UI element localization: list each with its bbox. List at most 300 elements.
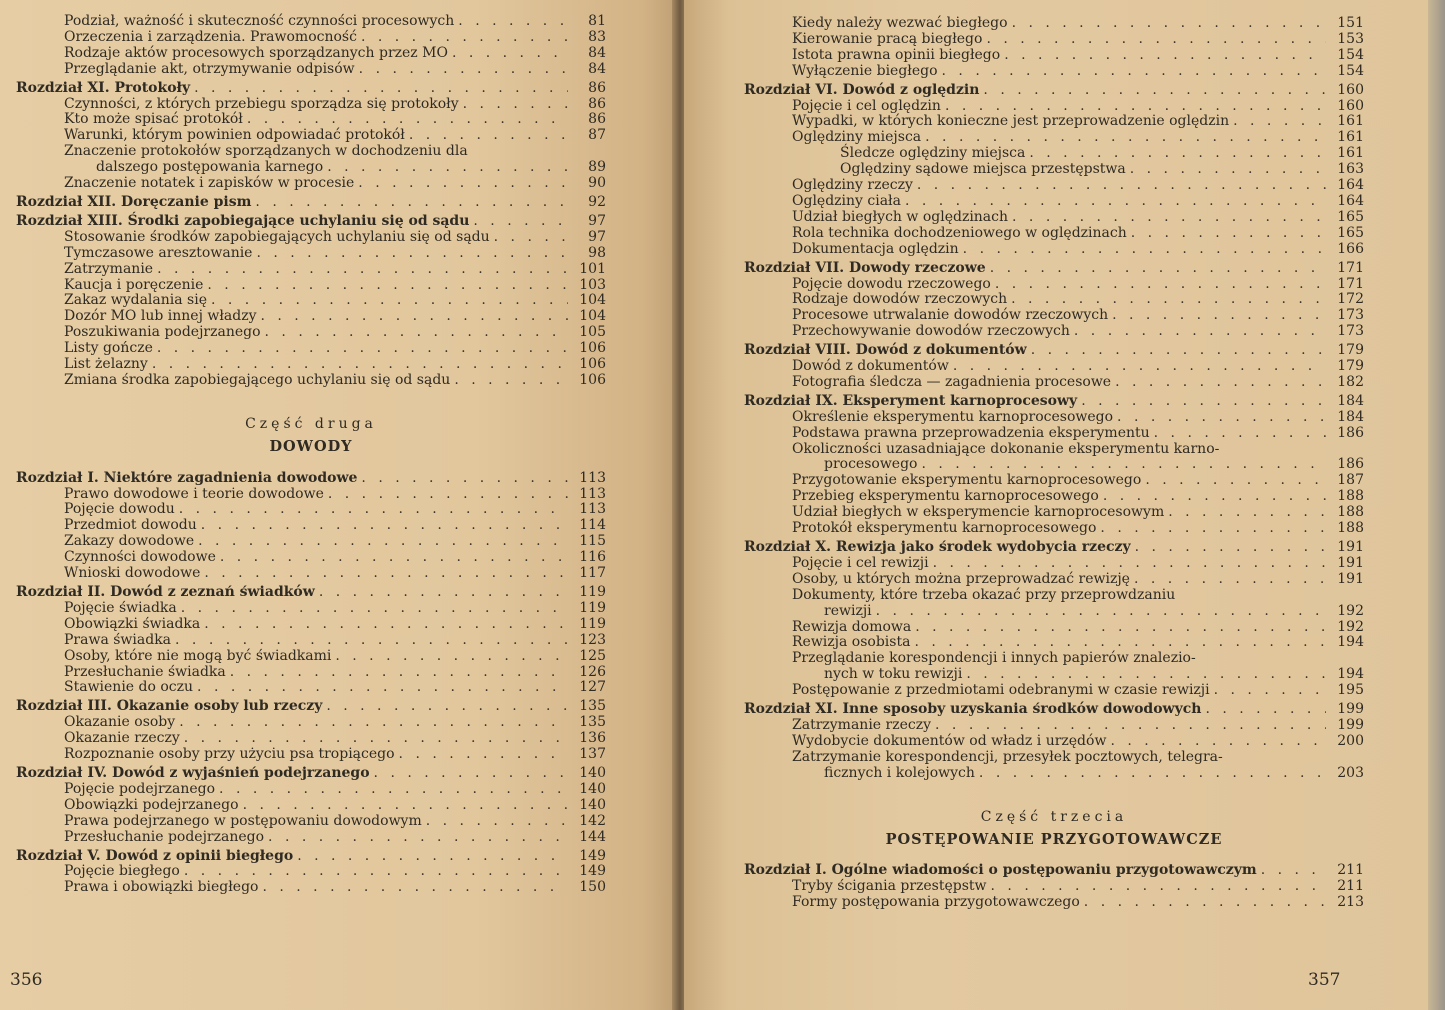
entry-title: Pojęcie świadka xyxy=(64,599,177,616)
dot-leader xyxy=(925,130,1326,146)
entry-title: Zmiana środka zapobiegającego uchylaniu się od sądu xyxy=(64,371,451,388)
toc-entry xyxy=(16,30,606,46)
entry-title: Orzeczenia i zarządzenia. Prawomocność xyxy=(64,28,357,45)
dot-leader xyxy=(1205,702,1326,718)
entry-title: Prawa świadka xyxy=(64,631,172,648)
entry-title: Rozdział XI. Protokoły xyxy=(16,79,191,96)
dot-leader xyxy=(473,214,568,230)
dot-leader xyxy=(157,341,568,357)
entry-title: Czynności dowodowe xyxy=(64,549,216,566)
dot-leader xyxy=(409,128,568,144)
page-number: 356 xyxy=(10,970,43,990)
entry-page-number: 194 xyxy=(1337,634,1364,651)
dot-leader xyxy=(256,246,568,262)
toc-entry xyxy=(744,489,1364,505)
entry-title: Rewizja domowa xyxy=(792,618,912,635)
entry-page-number: 101 xyxy=(579,260,606,277)
entry-title: procesowego xyxy=(824,456,918,473)
toc-entry xyxy=(744,99,1364,115)
toc-entry xyxy=(744,620,1364,636)
entry-page-number: 211 xyxy=(1337,862,1364,879)
entry-page-number: 98 xyxy=(588,244,606,261)
dot-leader xyxy=(454,373,568,389)
dot-leader xyxy=(399,747,568,763)
chapter-entry xyxy=(16,585,606,601)
toc-entry xyxy=(16,62,606,78)
dot-leader xyxy=(265,325,568,341)
entry-page-number: 191 xyxy=(1337,570,1364,587)
toc-entry xyxy=(744,766,1364,782)
toc-entry xyxy=(744,521,1364,537)
dot-leader xyxy=(1117,410,1326,426)
entry-title: Warunki, którym powinien odpowiadać protokół xyxy=(64,127,405,144)
toc-entry xyxy=(16,518,606,534)
toc-entry xyxy=(16,747,606,763)
entry-title: Dozór MO lub innej władzy xyxy=(64,308,257,325)
entry-page-number: 184 xyxy=(1337,408,1364,425)
dot-leader xyxy=(914,635,1326,651)
toc-entry xyxy=(16,502,606,518)
entry-title: Istota prawna opinii biegłego xyxy=(792,46,1001,63)
entry-title: Rozpoznanie osoby przy użyciu psa tropiącego xyxy=(64,746,395,763)
chapter-entry xyxy=(16,766,606,782)
entry-page-number: 151 xyxy=(1337,15,1364,31)
chapter-entry xyxy=(16,81,606,97)
entry-page-number: 104 xyxy=(579,292,606,309)
toc-entry xyxy=(16,798,606,814)
entry-title: Okazanie rzeczy xyxy=(64,730,180,747)
dot-leader xyxy=(211,293,568,309)
dot-leader xyxy=(942,64,1326,80)
entry-page-number: 97 xyxy=(588,212,606,229)
entry-page-number: 97 xyxy=(588,228,606,245)
dot-leader xyxy=(1031,343,1326,359)
toc-entry xyxy=(744,651,1364,667)
entry-title: Wypadki, w których konieczne jest przeprowadzenie oględzin xyxy=(792,113,1230,130)
entry-title: Przebieg eksperymentu karnoprocesowego xyxy=(792,488,1099,505)
chapter-entry xyxy=(744,702,1364,718)
entry-title: Udział biegłych w eksperymencie karnoprocesowym xyxy=(792,504,1165,521)
entry-title: Zatrzymanie xyxy=(64,260,154,277)
toc-entry xyxy=(744,308,1364,324)
chapter-entry xyxy=(744,540,1364,556)
entry-title: Rozdział XI. Inne sposoby uzyskania środków dowodowych xyxy=(744,701,1202,718)
entry-page-number: 179 xyxy=(1337,358,1364,375)
chapter-entry xyxy=(16,195,606,211)
entry-title: Procesowe utrwalanie dowodów rzeczowych xyxy=(792,307,1109,324)
entry-page-number: 119 xyxy=(579,615,606,632)
entry-page-number: 182 xyxy=(1337,373,1364,390)
entry-page-number: 192 xyxy=(1337,602,1364,619)
toc-entry xyxy=(16,373,606,389)
entry-page-number: 126 xyxy=(579,663,606,680)
entry-page-number: 194 xyxy=(1337,666,1364,683)
toc-entry xyxy=(16,160,606,176)
entry-page-number: 137 xyxy=(579,746,606,763)
entry-title: Listy gończe xyxy=(64,340,153,357)
entry-page-number: 92 xyxy=(588,193,606,210)
dot-leader xyxy=(1081,394,1326,410)
entry-title: Oględziny ciała xyxy=(792,192,901,209)
entry-page-number: 104 xyxy=(579,308,606,325)
dot-leader xyxy=(1154,426,1326,442)
entry-page-number: 164 xyxy=(1337,177,1364,194)
dot-leader xyxy=(945,99,1326,115)
entry-page-number: 171 xyxy=(1337,259,1364,276)
entry-page-number: 164 xyxy=(1337,192,1364,209)
entry-title: Stawienie do oczu xyxy=(64,679,194,696)
entry-title: Rozdział IV. Dowód z wyjaśnień podejrzanego xyxy=(16,764,370,781)
entry-title: Rozdział XII. Doręczanie pism xyxy=(16,193,252,210)
entry-title: Zatrzymanie rzeczy xyxy=(792,716,932,733)
toc-entry xyxy=(744,683,1364,699)
part-label: Część druga xyxy=(245,415,377,432)
toc-entry xyxy=(744,146,1364,162)
entry-page-number: 116 xyxy=(579,549,606,566)
entry-title: Pojęcie dowodu rzeczowego xyxy=(792,275,991,292)
chapter-entry xyxy=(744,261,1364,277)
chapter-entry xyxy=(16,214,606,230)
dot-leader xyxy=(260,309,568,325)
entry-page-number: 140 xyxy=(579,796,606,813)
toc-entry xyxy=(744,130,1364,146)
dot-leader xyxy=(219,782,568,798)
left-page xyxy=(0,0,676,1010)
toc-entry xyxy=(744,64,1364,80)
dot-leader xyxy=(905,194,1326,210)
entry-page-number: 153 xyxy=(1337,30,1364,47)
dot-leader xyxy=(152,357,568,373)
entry-title: Kierowanie pracą biegłego xyxy=(792,30,983,47)
dot-leader xyxy=(230,665,568,681)
entry-title: Śledcze oględziny miejsca xyxy=(840,145,1026,162)
entry-page-number: 103 xyxy=(579,276,606,293)
toc-entry xyxy=(16,341,606,357)
chapter-entry xyxy=(16,699,606,715)
entry-page-number: 117 xyxy=(579,565,606,582)
entry-title: Zakazy dowodowe xyxy=(64,533,195,550)
entry-page-number: 188 xyxy=(1337,504,1364,521)
dot-leader xyxy=(990,261,1326,277)
entry-page-number: 119 xyxy=(579,584,606,600)
entry-title: Udział biegłych w oględzinach xyxy=(792,208,1009,225)
toc-entry xyxy=(744,556,1364,572)
entry-title: Zatrzymanie korespondencji, przesyłek pocztowych, telegra- xyxy=(792,748,1223,765)
dot-leader xyxy=(201,518,568,534)
entry-page-number: 119 xyxy=(579,599,606,616)
page-number: 357 xyxy=(1308,970,1341,990)
entry-page-number: 211 xyxy=(1337,878,1364,895)
entry-title: Pojęcie biegłego xyxy=(64,863,180,880)
entry-page-number: 165 xyxy=(1337,224,1364,241)
dot-leader xyxy=(1074,324,1326,340)
entry-page-number: 160 xyxy=(1337,97,1364,114)
toc-entry xyxy=(744,572,1364,588)
dot-leader xyxy=(963,242,1326,258)
toc-entry xyxy=(744,588,1364,604)
entry-title: ficznych i kolejowych xyxy=(824,764,975,781)
entry-title: Określenie eksperymentu karnoprocesowego xyxy=(792,408,1114,425)
toc-entry xyxy=(744,667,1364,683)
entry-page-number: 140 xyxy=(579,780,606,797)
entry-page-number: 173 xyxy=(1337,307,1364,324)
toc-entry xyxy=(744,324,1364,340)
entry-page-number: 90 xyxy=(588,175,606,192)
dot-leader xyxy=(374,766,568,782)
dot-leader xyxy=(327,160,568,176)
toc-entry xyxy=(16,880,606,896)
part-title: DOWODY xyxy=(269,437,353,455)
entry-title: Oględziny sądowe miejsca przestępstwa xyxy=(840,161,1126,178)
entry-title: Rozdział VIII. Dowód z dokumentów xyxy=(744,342,1027,359)
toc-entry xyxy=(16,665,606,681)
entry-title: Rodzaje dowodów rzeczowych xyxy=(792,291,1008,308)
toc-entry xyxy=(16,14,606,30)
dot-leader xyxy=(328,487,568,503)
toc-entry xyxy=(744,442,1364,458)
chapter-entry xyxy=(744,863,1364,879)
dot-leader xyxy=(458,14,568,30)
entry-title: Rodzaje aktów procesowych sporządzanych przez MO xyxy=(64,44,448,61)
toc-entry xyxy=(16,782,606,798)
entry-title: Przesłuchanie świadka xyxy=(64,663,226,680)
entry-title: Prawa podejrzanego w postępowaniu dowodowym xyxy=(64,812,422,829)
toc-entry xyxy=(744,292,1364,308)
dot-leader xyxy=(268,830,568,846)
chapter-entry xyxy=(744,394,1364,410)
toc-entry xyxy=(16,144,606,160)
toc-entry xyxy=(744,734,1364,750)
entry-page-number: 161 xyxy=(1337,113,1364,130)
entry-title: Tryby ścigania przestępstw xyxy=(792,878,987,895)
dot-leader xyxy=(1135,540,1326,556)
dot-leader xyxy=(175,633,568,649)
toc-entry xyxy=(744,604,1364,620)
toc-entry xyxy=(744,750,1364,766)
entry-page-number: 173 xyxy=(1337,323,1364,340)
entry-page-number: 114 xyxy=(579,517,606,534)
entry-title: Rozdział VI. Dowód z oględzin xyxy=(744,81,980,98)
dot-leader xyxy=(361,471,568,487)
entry-title: Rozdział V. Dowód z opinii biegłego xyxy=(16,847,294,864)
entry-title: Rozdział I. Niektóre zagadnienia dowodowe xyxy=(16,469,358,486)
entry-page-number: 187 xyxy=(1337,472,1364,489)
toc-entry xyxy=(16,633,606,649)
entry-page-number: 203 xyxy=(1337,764,1364,781)
dot-leader xyxy=(181,601,568,617)
dot-leader xyxy=(1004,48,1326,64)
dot-leader xyxy=(204,566,568,582)
entry-page-number: 191 xyxy=(1337,539,1364,555)
entry-title: Prawo dowodowe i teorie dowodowe xyxy=(64,485,324,502)
entry-title: Pojęcie i cel rewizji xyxy=(792,554,929,571)
right-page xyxy=(684,0,1429,1010)
dot-leader xyxy=(262,880,568,896)
dot-leader xyxy=(463,97,568,113)
entry-page-number: 163 xyxy=(1337,161,1364,178)
entry-page-number: 86 xyxy=(588,111,606,128)
entry-title: Rozdział I. Ogólne wiadomości o postępowaniu przygotowawczym xyxy=(744,862,1257,879)
toc-entry xyxy=(16,309,606,325)
entry-title: Dokumentacja oględzin xyxy=(792,240,959,257)
entry-title: Rola technika dochodzeniowego w oględzinach xyxy=(792,224,1127,241)
entry-title: Oględziny rzeczy xyxy=(792,177,913,194)
dot-leader xyxy=(184,864,568,880)
entry-title: Tymczasowe aresztowanie xyxy=(64,244,253,261)
right-entries-a xyxy=(744,16,1364,782)
toc-entry xyxy=(744,48,1364,64)
entry-page-number: 192 xyxy=(1337,618,1364,635)
entry-title: Okazanie osoby xyxy=(64,714,176,731)
toc-entry xyxy=(16,128,606,144)
entry-title: nych w toku rewizji xyxy=(824,666,963,683)
entry-page-number: 160 xyxy=(1337,81,1364,98)
dot-leader xyxy=(361,30,568,46)
toc-entry xyxy=(16,357,606,373)
dot-leader xyxy=(1012,16,1326,32)
toc-entry xyxy=(744,879,1364,895)
entry-page-number: 195 xyxy=(1337,682,1364,699)
dot-leader xyxy=(1134,572,1326,588)
toc-entry xyxy=(16,46,606,62)
dot-leader xyxy=(1029,146,1326,162)
entry-title: Kiedy należy wezwać biegłego xyxy=(792,15,1008,31)
toc-entry xyxy=(744,375,1364,391)
dot-leader xyxy=(358,176,568,192)
entry-title: Rewizja osobista xyxy=(792,634,911,651)
dot-leader xyxy=(452,46,568,62)
dot-leader xyxy=(326,699,568,715)
toc-entry xyxy=(744,457,1364,473)
dot-leader xyxy=(1100,521,1326,537)
toc-entry xyxy=(16,864,606,880)
toc-entry xyxy=(16,262,606,278)
entry-title: Postępowanie z przedmiotami odebranymi w czasie rewizji xyxy=(792,682,1210,699)
dot-leader xyxy=(1110,734,1326,750)
dot-leader xyxy=(991,879,1326,895)
dot-leader xyxy=(1130,162,1326,178)
toc-entry xyxy=(744,114,1364,130)
dot-leader xyxy=(1115,375,1326,391)
entry-title: Znaczenie protokołów sporządzanych w dochodzeniu dla xyxy=(64,143,468,160)
dot-leader xyxy=(876,604,1326,620)
dot-leader xyxy=(1103,489,1326,505)
entry-page-number: 140 xyxy=(579,764,606,781)
toc-entry xyxy=(16,230,606,246)
entry-title: Wyłączenie biegłego xyxy=(792,62,938,79)
toc-entry xyxy=(16,325,606,341)
toc-entry xyxy=(16,487,606,503)
entry-page-number: 149 xyxy=(579,863,606,880)
chapter-entry xyxy=(744,83,1364,99)
entry-page-number: 135 xyxy=(579,714,606,731)
toc-entry xyxy=(744,194,1364,210)
entry-title: Oględziny miejsca xyxy=(792,129,922,146)
dot-leader xyxy=(986,32,1326,48)
dot-leader xyxy=(1145,473,1326,489)
entry-page-number: 150 xyxy=(579,879,606,896)
dot-leader xyxy=(953,359,1326,375)
entry-title: Rozdział VII. Dowody rzeczowe xyxy=(744,259,986,276)
dot-leader xyxy=(983,83,1326,99)
entry-page-number: 188 xyxy=(1337,488,1364,505)
entry-title: Okoliczności uzasadniające dokonanie eksperymentu karno- xyxy=(792,440,1220,457)
entry-title: Fotografia śledcza — zagadnienia procesowe xyxy=(792,373,1112,390)
toc-entry xyxy=(16,293,606,309)
toc-entry xyxy=(744,32,1364,48)
entry-page-number: 84 xyxy=(588,60,606,77)
left-table-of-contents xyxy=(16,14,606,896)
entry-title: Protokół eksperymentu karnoprocesowego xyxy=(792,520,1097,537)
entry-page-number: 106 xyxy=(579,356,606,373)
entry-title: Przeglądanie korespondencji i innych papierów znalezio- xyxy=(792,650,1196,667)
toc-entry xyxy=(16,715,606,731)
chapter-entry xyxy=(744,343,1364,359)
toc-entry xyxy=(16,617,606,633)
dot-leader xyxy=(243,798,568,814)
toc-entry xyxy=(744,473,1364,489)
toc-entry xyxy=(16,814,606,830)
entry-page-number: 113 xyxy=(579,485,606,502)
entry-page-number: 188 xyxy=(1337,520,1364,537)
left-entries-b xyxy=(16,471,606,897)
dot-leader xyxy=(1168,505,1326,521)
dot-leader xyxy=(184,731,568,747)
left-entries-a xyxy=(16,14,606,389)
entry-page-number: 179 xyxy=(1337,342,1364,359)
dot-leader xyxy=(979,766,1326,782)
part-title: POSTĘPOWANIE PRZYGOTOWAWCZE xyxy=(885,830,1223,848)
toc-entry xyxy=(16,112,606,128)
entry-title: Pojęcie dowodu xyxy=(64,501,175,518)
dot-leader xyxy=(1214,683,1326,699)
entry-title: Kaucja i poręczenie xyxy=(64,276,204,293)
right-entries-b xyxy=(744,863,1364,911)
entry-page-number: 186 xyxy=(1337,424,1364,441)
entry-page-number: 113 xyxy=(579,501,606,518)
entry-page-number: 136 xyxy=(579,730,606,747)
right-table-of-contents xyxy=(744,16,1364,911)
dot-leader xyxy=(494,230,568,246)
entry-title: rewizji xyxy=(824,602,872,619)
page-edge xyxy=(1428,0,1445,1010)
chapter-entry xyxy=(16,849,606,865)
entry-page-number: 172 xyxy=(1337,291,1364,308)
entry-title: Rozdział III. Okazanie osoby lub rzeczy xyxy=(16,698,323,715)
entry-page-number: 200 xyxy=(1337,732,1364,749)
entry-page-number: 161 xyxy=(1337,129,1364,146)
dot-leader xyxy=(1011,292,1326,308)
dot-leader xyxy=(335,649,568,665)
entry-title: Podstawa prawna przeprowadzenia eksperymentu xyxy=(792,424,1150,441)
dot-leader xyxy=(179,502,568,518)
dot-leader xyxy=(1261,863,1326,879)
dot-leader xyxy=(1233,114,1326,130)
toc-entry xyxy=(744,226,1364,242)
toc-entry xyxy=(16,534,606,550)
dot-leader xyxy=(255,195,568,211)
entry-page-number: 135 xyxy=(579,698,606,715)
dot-leader xyxy=(921,457,1326,473)
entry-title: Znaczenie notatek i zapisków w procesie xyxy=(64,175,355,192)
entry-page-number: 86 xyxy=(588,79,606,96)
entry-title: Kto może spisać protokół xyxy=(64,111,243,128)
entry-title: Przygotowanie eksperymentu karnoprocesowego xyxy=(792,472,1142,489)
entry-title: Osoby, u których można przeprowadzać rewizję xyxy=(792,570,1130,587)
entry-page-number: 191 xyxy=(1337,554,1364,571)
toc-entry xyxy=(744,210,1364,226)
entry-page-number: 154 xyxy=(1337,62,1364,79)
